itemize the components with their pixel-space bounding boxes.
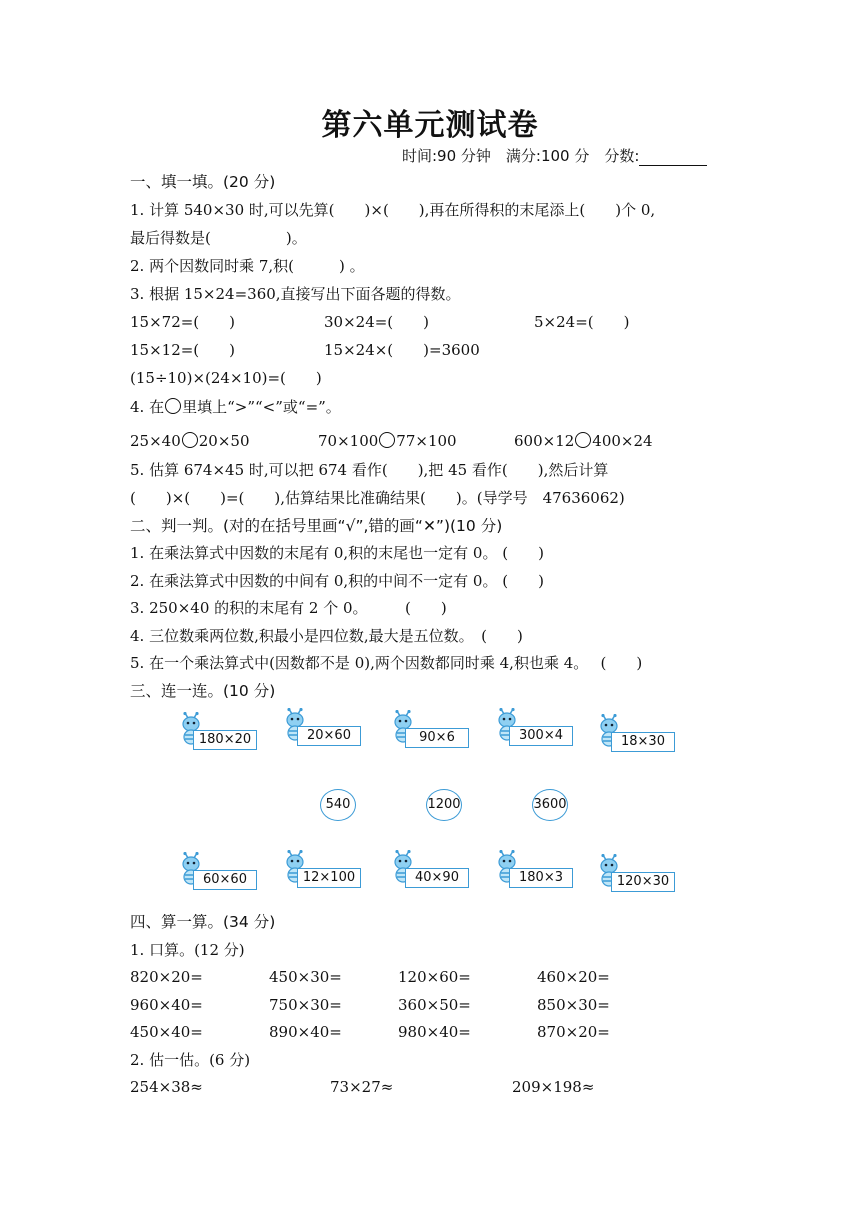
q4-item bbox=[514, 431, 653, 451]
q4-left: 70×100 bbox=[318, 432, 379, 450]
bee-card-bottom[interactable] bbox=[390, 850, 476, 892]
q4-right: 400×24 bbox=[592, 432, 653, 450]
q4-right: 77×100 bbox=[396, 432, 457, 450]
s1-q5-line2: ( )×( )=( ),估算结果比准确结果( )。(导学号 47636062) bbox=[130, 489, 625, 507]
expression-label: 120×30 bbox=[611, 872, 675, 892]
s4-sub2: 2. 估一估。(6 分) bbox=[130, 1051, 251, 1069]
s1-q2: 2. 两个因数同时乘 7,积( ) 。 bbox=[130, 257, 365, 275]
judge-item: 4. 三位数乘两位数,积最小是四位数,最大是五位数。 ( ) bbox=[130, 627, 523, 645]
s1-q4 bbox=[130, 397, 341, 417]
compare-circle[interactable] bbox=[575, 432, 591, 448]
oral-item: 460×20= bbox=[537, 968, 610, 986]
compare-circle[interactable] bbox=[182, 432, 198, 448]
oral-item: 820×20= bbox=[130, 968, 203, 986]
q4-right: 20×50 bbox=[198, 432, 250, 450]
expression-label: 12×100 bbox=[297, 868, 361, 888]
s1-q5-line1: 5. 估算 674×45 时,可以把 674 看作( ),把 45 看作( ),然后计算 bbox=[130, 461, 609, 479]
oral-item: 750×30= bbox=[269, 996, 342, 1014]
q3-item: 30×24=( ) bbox=[324, 313, 430, 331]
expression-label: 18×30 bbox=[611, 732, 675, 752]
q4-left: 25×40 bbox=[130, 432, 181, 450]
judge-item: 3. 250×40 的积的末尾有 2 个 0。 ( ) bbox=[130, 599, 447, 617]
q3-item: 15×24×( )=3600 bbox=[324, 341, 480, 359]
q4-item bbox=[318, 431, 457, 451]
section4-heading: 四、算一算。(34 分) bbox=[130, 913, 276, 931]
judge-item: 1. 在乘法算式中因数的末尾有 0,积的末尾也一定有 0。 ( ) bbox=[130, 544, 544, 562]
expression-label: 20×60 bbox=[297, 726, 361, 746]
oral-item: 890×40= bbox=[269, 1023, 342, 1041]
score-blank[interactable] bbox=[639, 151, 707, 166]
oral-item: 450×40= bbox=[130, 1023, 203, 1041]
judge-item: 5. 在一个乘法算式中(因数都不是 0),两个因数都同时乘 4,积也乘 4。 ( ) bbox=[130, 654, 643, 672]
bee-card-bottom[interactable] bbox=[282, 850, 368, 892]
bee-card-bottom[interactable] bbox=[178, 852, 264, 894]
section2-heading: 二、判一判。(对的在括号里画“√”,错的画“✕”)(10 分) bbox=[130, 517, 503, 535]
oral-item: 360×50= bbox=[398, 996, 471, 1014]
section1-heading: 一、填一填。(20 分) bbox=[130, 173, 276, 191]
circle-icon bbox=[165, 398, 181, 414]
expression-label: 40×90 bbox=[405, 868, 469, 888]
judge-item: 2. 在乘法算式中因数的中间有 0,积的中间不一定有 0。 ( ) bbox=[130, 572, 544, 590]
q3-item: (15÷10)×(24×10)=( ) bbox=[130, 369, 322, 387]
result-circle[interactable]: 1200 bbox=[426, 789, 462, 821]
bee-card-top[interactable] bbox=[596, 714, 682, 756]
estimate-item: 73×27≈ bbox=[330, 1078, 394, 1096]
compare-circle[interactable] bbox=[379, 432, 395, 448]
oral-item: 850×30= bbox=[537, 996, 610, 1014]
estimate-item: 254×38≈ bbox=[130, 1078, 203, 1096]
q4-lead: 4. 在 bbox=[130, 398, 165, 416]
result-circle[interactable]: 540 bbox=[320, 789, 356, 821]
oral-item: 870×20= bbox=[537, 1023, 610, 1041]
oral-item: 960×40= bbox=[130, 996, 203, 1014]
expression-label: 90×6 bbox=[405, 728, 469, 748]
expression-label: 180×20 bbox=[193, 730, 257, 750]
q4-tail: 里填上“>”“<”或“=”。 bbox=[182, 398, 341, 416]
q4-item bbox=[130, 431, 250, 451]
section3-heading: 三、连一连。(10 分) bbox=[130, 682, 276, 700]
q3-item: 15×72=( ) bbox=[130, 313, 236, 331]
bee-card-bottom[interactable] bbox=[596, 854, 682, 896]
result-circle[interactable]: 3600 bbox=[532, 789, 568, 821]
s1-q3: 3. 根据 15×24=360,直接写出下面各题的得数。 bbox=[130, 285, 461, 303]
q4-left: 600×12 bbox=[514, 432, 575, 450]
s4-sub1: 1. 口算。(12 分) bbox=[130, 941, 245, 959]
q3-item: 15×12=( ) bbox=[130, 341, 236, 359]
bee-card-bottom[interactable] bbox=[494, 850, 580, 892]
bee-card-top[interactable] bbox=[390, 710, 476, 752]
bee-card-top[interactable] bbox=[494, 708, 580, 750]
s1-q1-line1: 1. 计算 540×30 时,可以先算( )×( ),再在所得积的末尾添上( )个 0, bbox=[130, 201, 656, 219]
expression-label: 300×4 bbox=[509, 726, 573, 746]
expression-label: 180×3 bbox=[509, 868, 573, 888]
s1-q1-line2: 最后得数是( )。 bbox=[130, 229, 307, 247]
page-title: 第六单元测试卷 bbox=[321, 108, 539, 143]
meta-text: 时间:90 分钟 满分:100 分 分数: bbox=[402, 147, 640, 165]
oral-item: 450×30= bbox=[269, 968, 342, 986]
estimate-item: 209×198≈ bbox=[512, 1078, 595, 1096]
bee-card-top[interactable] bbox=[178, 712, 264, 754]
exam-meta bbox=[402, 145, 707, 166]
q3-item: 5×24=( ) bbox=[534, 313, 630, 331]
oral-item: 980×40= bbox=[398, 1023, 471, 1041]
bee-card-top[interactable] bbox=[282, 708, 368, 750]
oral-item: 120×60= bbox=[398, 968, 471, 986]
expression-label: 60×60 bbox=[193, 870, 257, 890]
